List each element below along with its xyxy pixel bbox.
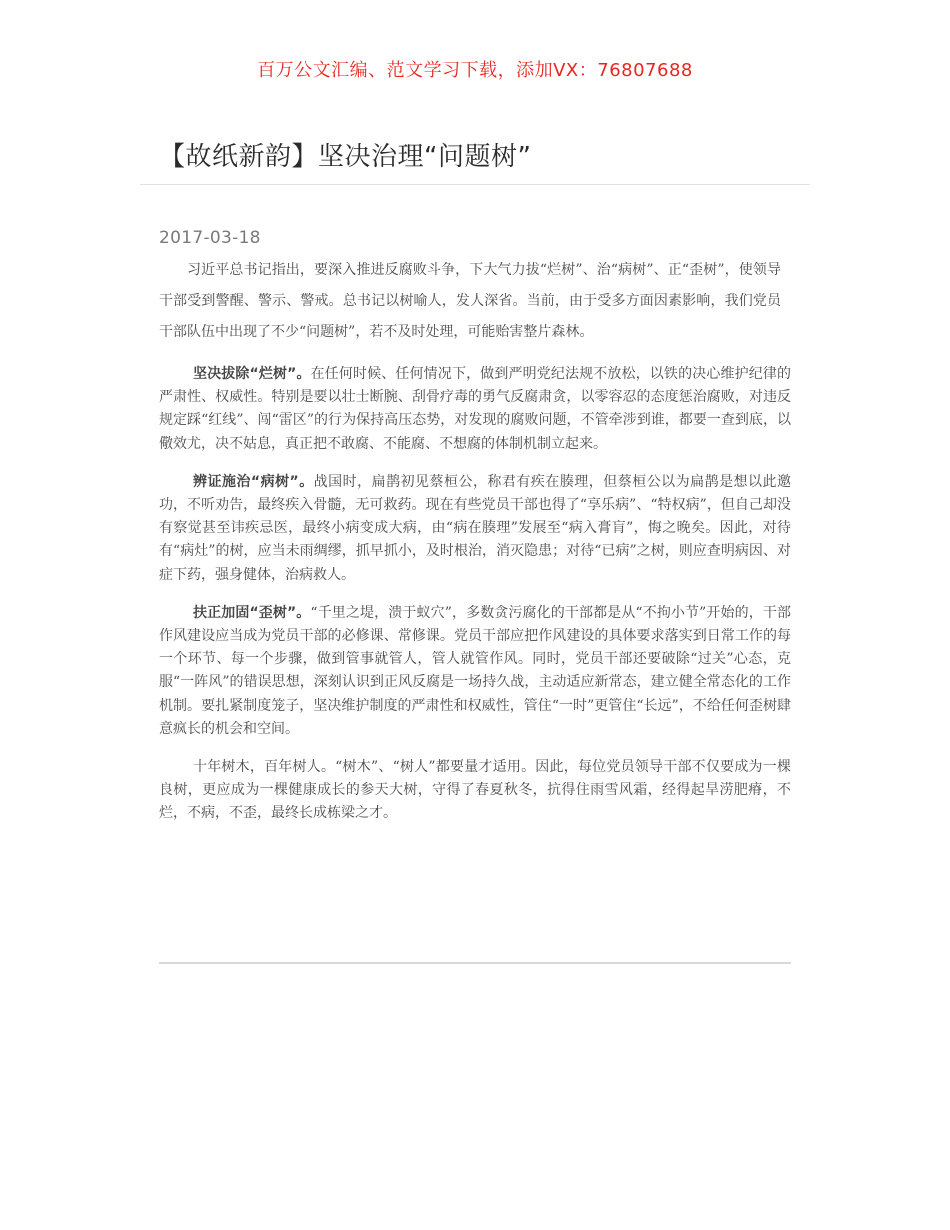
section-heading: 扶正加固“歪树”。 [193, 604, 311, 621]
section-heading: 坚决拔除“烂树”。 [193, 366, 311, 382]
article-title: 【故纸新韵】坚决治理“问题树” [159, 142, 532, 172]
section-body: 战国时，扁鹊初见蔡桓公，称君有疾在腠理，但蔡桓公以为扁鹊是想以此邀功，不听劝告，最终疾入骨髓，无可救药。现在有些党员干部也得了“享乐病”、“特权病”，但自己却没有察觉甚至讳疾忌医，最终小病变成大病，由“病在腠理”发展至“病入膏肓”，悔之晚矣。因此，对待有“病灶”的树，应当未雨绸缪，抓早抓小，及时根治，消灭隐患；对待“已病”之树，则应查明病因、对症下药，强身健体，治病救人。 [159, 473, 791, 583]
title-divider [140, 184, 810, 185]
section-body: 在任何时候、任何情况下，做到严明党纪法规不放松，以铁的决心维护纪律的严肃性、权威性。特别是要以壮士断腕、刮骨疗毒的勇气反腐肃贪，以零容忍的态度惩治腐败，对违反规定踩“红线”、闯“雷区”的行为保持高压态势，对发现的腐败问题，不管牵涉到谁，都要一查到底，以儆效尤，决不姑息，真正把不敢腐、不能腐、不想腐的体制机制立起来。 [159, 366, 792, 452]
section-heading: 辨证施治“病树”。 [193, 473, 314, 490]
conclusion-paragraph: 十年树木，百年树人。“树木”、“树人”都要量才适用。因此，每位党员领导干部不仅要成为一棵良树，更应成为一棵健康成长的参天大树，守得了春夏秋冬，抗得住雨雪风霜，经得起旱涝肥瘠，不烂，不病，不歪，最终长成栋梁之才。 [159, 759, 791, 822]
article-body [159, 255, 791, 841]
header-banner: 百万公文汇编、范文学习下载，添加VX：76807688 [257, 60, 693, 81]
section-paragraph-crooked-tree [159, 602, 791, 741]
section-paragraph-rotten-tree [159, 363, 791, 456]
footer-divider [159, 962, 791, 964]
intro-paragraph: 习近平总书记指出，要深入推进反腐败斗争，下大气力拔“烂树”、治“病树”、正“歪树”，使领导干部受到警醒、警示、警戒。总书记以树喻人，发人深省。当前，由于受多方面因素影响，我们党员干部队伍中出现了不少“问题树”，若不及时处理，可能贻害整片森林。 [159, 262, 781, 340]
section-body: “千里之堤，溃于蚁穴”，多数贪污腐化的干部都是从“不拘小节”开始的，干部作风建设应当成为党员干部的必修课、常修课。党员干部应把作风建设的具体要求落实到日常工作的每一个环节、每一个步骤，做到管事就管人，管人就管作风。同时，党员干部还要破除“过关”心态，克服“一阵风”的错误思想，深刻认识到正风反腐是一场持久战，主动适应新常态，建立健全常态化的工作机制。要扎紧制度笼子，坚决维护制度的严肃性和权威性，管住“一时”更管住“长远”，不给任何歪树肆意疯长的机会和空间。 [159, 604, 791, 737]
publish-date: 2017-03-18 [159, 228, 261, 248]
section-paragraph-sick-tree [159, 471, 791, 587]
